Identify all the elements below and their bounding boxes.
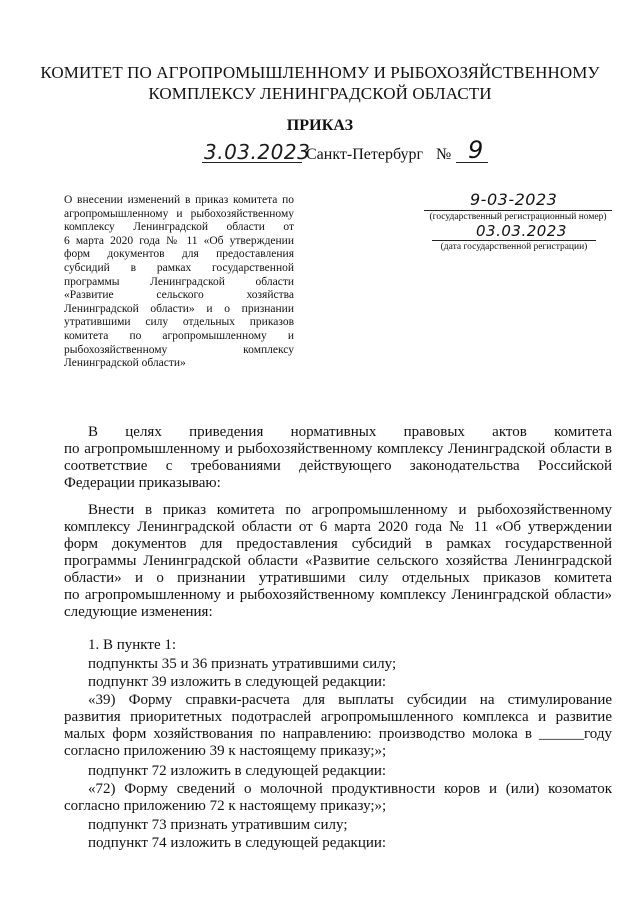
org-name-line1: КОМИТЕТ ПО АГРОПРОМЫШЛЕННОМУ И РЫБОХОЗЯЙСТВЕННОМУ [40,63,600,82]
quote-39-line: малых форм хозяйствования по направлению: производство молока в ______году [64,726,612,742]
preamble-line: В целях приведения нормативных правовых актов комитета [88,424,612,440]
subject-line: «Развитие сельского хозяйства [64,289,294,302]
quote-72-line: согласно приложению 72 к настоящему приказу;»; [64,798,387,814]
reg-number-caption: (государственный регистрационный номер) [429,212,607,222]
subitem-72: подпункт 72 изложить в следующей редакции: [88,763,387,779]
preamble-line: по агропромышленному и рыбохозяйственному комплексу Ленинградской области в [64,441,612,457]
quote-39-line: согласно приложению 39 к настоящему приказу;»; [64,743,387,759]
subject-line: Ленинградской области» [64,357,186,370]
org-name-line2: КОМПЛЕКСУ ЛЕНИНГРАДСКОЙ ОБЛАСТИ [148,84,492,103]
number-underline [456,162,488,163]
quote-72-line: «72) Форму сведений о молочной продуктивности коров и (или) козоматок [88,781,612,797]
quote-72 [64,781,612,815]
preamble-paragraph [64,424,612,492]
main-line: программы Ленинградской области «Развитие сельского хозяйства Ленинградской [64,553,612,569]
preamble-line: Федерации приказываю: [64,475,221,491]
subject-line: О внесении изменений в приказ комитета по [64,194,294,206]
item-1-label: 1. В пункте 1: [88,637,177,653]
main-line: следующие изменения: [64,604,213,620]
subject-line: утратившими силу отдельных приказов [64,316,294,329]
reg-date-caption: (дата государственной регистрации) [440,242,588,252]
subject-line: субсидий в рамках государственной [64,261,294,274]
date-underline [202,162,302,163]
city-name: Санкт-Петербург [306,146,424,163]
subitem-73: подпункт 73 признать утратившим силу; [88,817,348,833]
subject-line: рыбохозяйственному комплексу [64,343,294,356]
main-line: форм документов для предоставления субсидий в рамках государственной [64,536,612,552]
subject-line: Ленинградской области» и о признании [64,302,294,315]
subject-line: программы Ленинградской области [64,275,294,288]
quote-39-line: развития приоритетных подотраслей агропромышленного комплекса и развитие [64,709,612,725]
subitem-35-36: подпункты 35 и 36 признать утратившими силу; [88,656,397,672]
preamble-line: соответствие с требованиями действующего законодательства Российской [64,458,612,474]
main-paragraph [64,502,612,621]
main-line: по агропромышленному и рыбохозяйственному комплексу Ленинградской области» [64,587,612,603]
doc-type-title: ПРИКАЗ [286,117,354,134]
order-date-field [202,140,311,164]
quote-39 [64,692,612,760]
subject-line: агропромышленному и рыбохозяйственному [64,207,294,220]
subject-line: комитета по агропромышленному и [64,329,294,342]
number-label: № [436,146,452,163]
reg-number-handwritten: 9-03-2023 [470,190,558,209]
main-line: Внести в приказ комитета по агропромышленному и рыбохозяйственному [88,502,612,518]
order-number-handwritten: 9 [468,136,484,164]
order-number-field [456,136,488,164]
subject-line: комплексу Ленинградской области от [64,221,294,234]
subject-line: 6 марта 2020 года № 11 «Об утверждении [64,234,294,247]
reg-date-handwritten: 03.03.2023 [476,222,567,240]
registration-block [424,190,612,260]
main-line: комплексу Ленинградской области от 6 марта 2020 года № 11 «Об утверждении [64,519,612,535]
subitem-39: подпункт 39 изложить в следующей редакции: [88,674,387,690]
subject-line: форм документов для предоставления [64,248,294,261]
order-date-handwritten: 3.03.2023 [204,140,311,164]
order-subject [64,194,294,371]
reg-number-underline [424,210,612,211]
main-line: области» и о признании утратившими силу отдельных приказов комитета [64,570,612,586]
subitem-74: подпункт 74 изложить в следующей редакции: [88,835,387,851]
reg-date-underline [432,240,596,241]
quote-39-line: «39) Форму справки-расчета для выплаты субсидии на стимулирование [88,692,612,708]
